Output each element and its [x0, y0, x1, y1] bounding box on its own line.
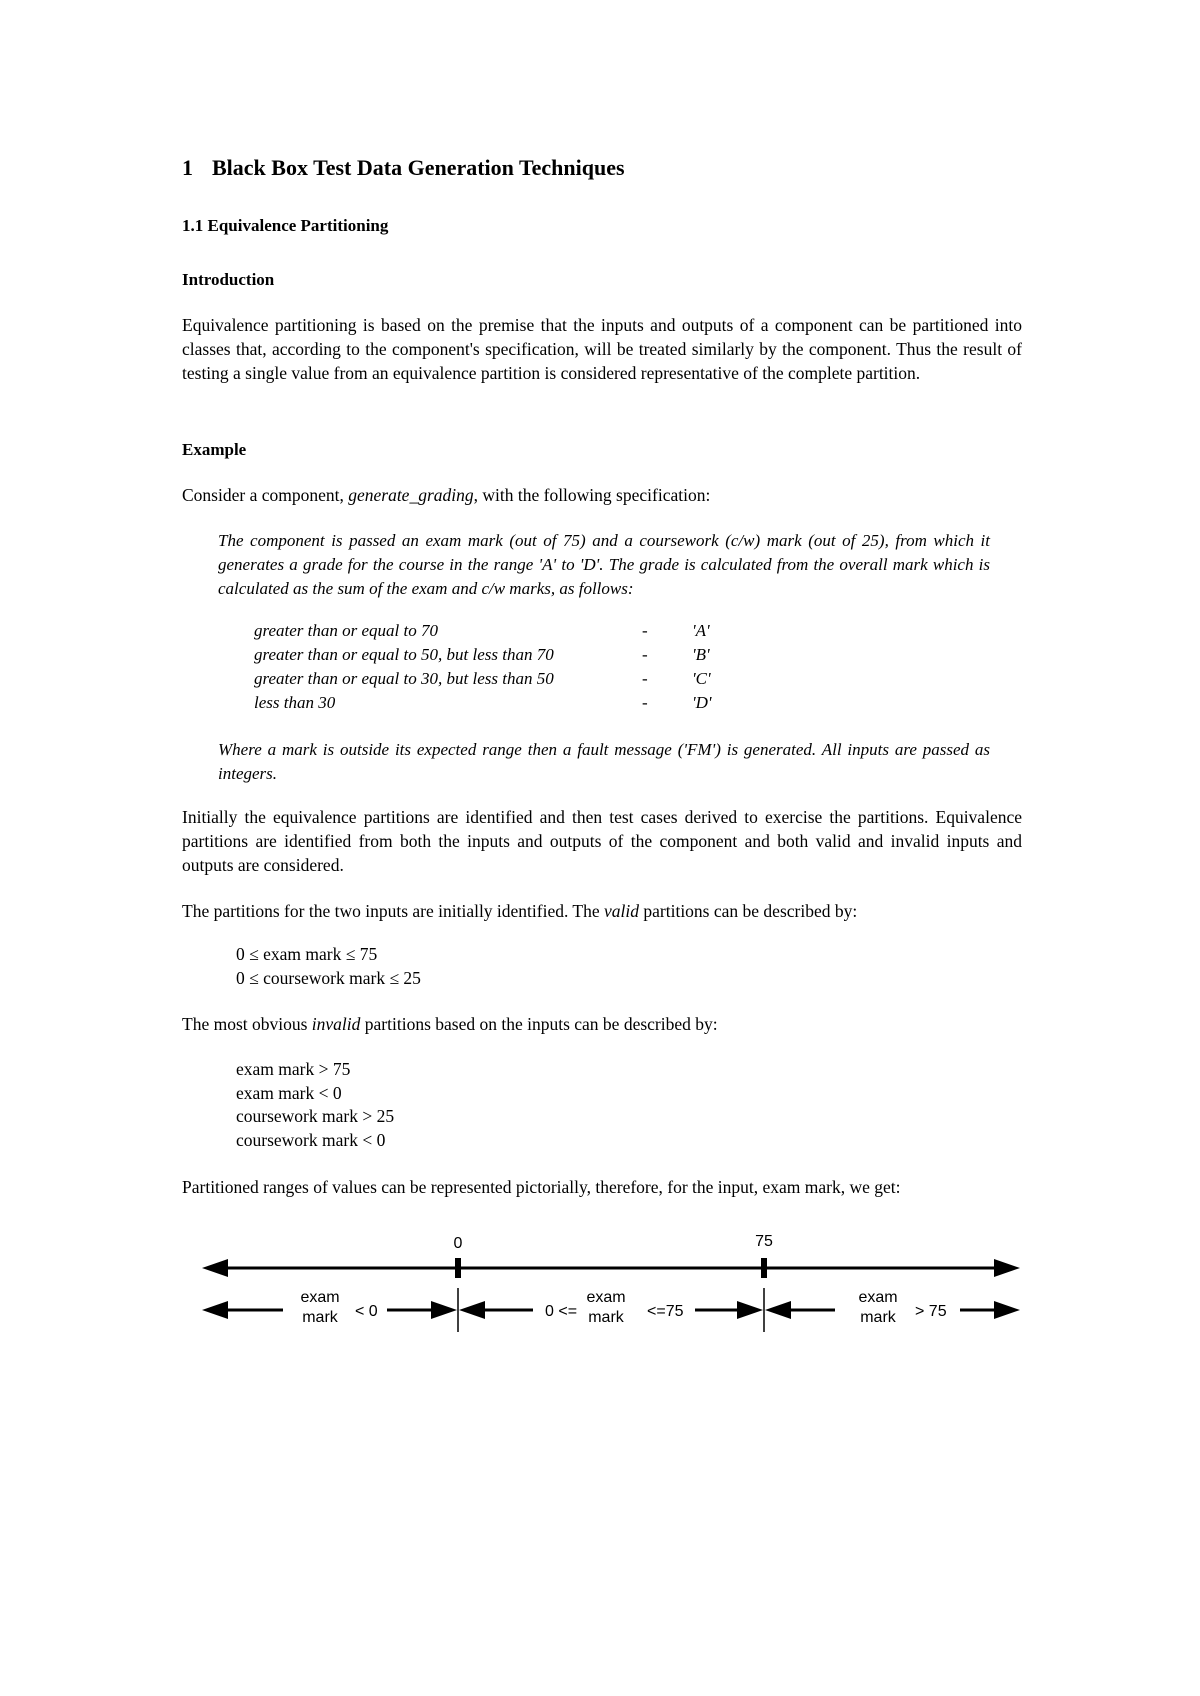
- middle-partition-label: mark: [588, 1309, 624, 1326]
- grade-dash: -: [642, 645, 648, 664]
- grade-condition: greater than or equal to 50, but less than 70: [254, 645, 554, 664]
- grade-row: [254, 693, 712, 713]
- right-partition-arrowhead-right: [994, 1301, 1020, 1319]
- section-number: 1: [182, 155, 193, 180]
- left-partition-label: exam: [300, 1289, 340, 1306]
- grade-condition: greater than or equal to 30, but less than 50: [254, 669, 554, 688]
- grade-row: [254, 621, 710, 641]
- left-partition-arrowhead-left: [202, 1301, 228, 1319]
- component-name: generate_grading: [348, 485, 474, 505]
- consider-paragraph: [182, 483, 1022, 507]
- section-title: Black Box Test Data Generation Techniques: [212, 155, 625, 180]
- middle-partition-arrowhead-left: [459, 1301, 485, 1319]
- grade-value: 'D': [692, 693, 712, 712]
- grade-value: 'A': [692, 621, 710, 640]
- grade-value: 'C': [692, 669, 711, 688]
- left-partition-arrowhead-right: [431, 1301, 457, 1319]
- right-partition-label: exam: [858, 1289, 898, 1306]
- list-item: exam mark > 75: [236, 1059, 351, 1079]
- list-item: coursework mark > 25: [236, 1106, 395, 1126]
- specification-text: The component is passed an exam mark (out of 75) and a coursework (c/w) mark (out of 25), from which it generates a grade for the course in the range 'A' to 'D'. The grade is calculated from the overall mark which is calculated as the sum of the exam and c/w marks, as follows:: [218, 531, 990, 598]
- example-heading: Example: [182, 440, 247, 459]
- partition-diagram: [0, 1220, 1200, 1350]
- left-partition-operator: < 0: [355, 1303, 378, 1320]
- middle-partition-arrowhead-right: [737, 1301, 763, 1319]
- middle-partition-prefix: 0 <=: [545, 1303, 578, 1320]
- list-item: exam mark < 0: [236, 1082, 342, 1103]
- invalid-partitions-intro: [182, 1012, 1022, 1036]
- section-heading: [182, 155, 625, 181]
- invalid-partitions-list: [236, 1058, 394, 1152]
- consider-text-start: Consider a component,: [182, 485, 349, 505]
- grade-dash: -: [642, 621, 648, 640]
- grade-condition: less than 30: [254, 693, 336, 712]
- tick-zero-label: 0: [453, 1235, 463, 1252]
- invalid-text-start: The most obvious: [182, 1014, 312, 1034]
- grade-dash: -: [642, 693, 648, 712]
- fault-message-text: Where a mark is outside its expected range then a fault message ('FM') is generated. All inputs are passed as integers.: [218, 740, 990, 783]
- grade-condition: greater than or equal to 70: [254, 621, 438, 640]
- tick-75-mark: [761, 1258, 767, 1278]
- pictorial-paragraph: Partitioned ranges of values can be represented pictorially, therefore, for the input, exam mark, we get:: [182, 1177, 901, 1197]
- valid-partitions-intro: [182, 899, 1022, 923]
- tick-75-label: 75: [755, 1233, 773, 1250]
- axis-right-arrowhead: [994, 1259, 1020, 1277]
- tick-zero-mark: [455, 1258, 461, 1278]
- list-item: 0 ≤ coursework mark ≤ 25: [236, 967, 421, 988]
- grade-dash: -: [642, 669, 648, 688]
- left-partition-label: mark: [302, 1309, 338, 1326]
- valid-text-start: The partitions for the two inputs are initially identified. The: [182, 901, 605, 921]
- invalid-word: invalid: [311, 1014, 361, 1034]
- right-partition-operator: > 75: [915, 1303, 947, 1320]
- middle-partition-operator: <=75: [647, 1303, 684, 1320]
- consider-text-end: , with the following specification:: [473, 485, 711, 505]
- valid-partitions-list: [236, 943, 421, 990]
- valid-text-end: partitions can be described by:: [639, 901, 858, 921]
- partitions-intro-paragraph: Initially the equivalence partitions are identified and then test cases derived to exercise the partitions. Equivalence partitions are identified from both the inputs and outputs of the component and both valid and invalid inputs and outputs are considered.: [182, 807, 1022, 875]
- grade-value: 'B': [692, 645, 710, 664]
- grade-row: [254, 669, 711, 689]
- valid-word: valid: [604, 901, 640, 921]
- list-item: 0 ≤ exam mark ≤ 75: [236, 944, 378, 964]
- grade-row: [254, 645, 710, 665]
- intro-heading: Introduction: [182, 270, 275, 289]
- intro-paragraph: Equivalence partitioning is based on the premise that the inputs and outputs of a component can be partitioned into classes that, according to the component's specification, will be treated similarly by the component. Thus the result of testing a single value from an equivalence partition is considered representative of the complete partition.: [182, 315, 1022, 383]
- list-item: coursework mark < 0: [236, 1129, 386, 1150]
- subsection-heading: 1.1 Equivalence Partitioning: [182, 216, 389, 235]
- right-partition-arrowhead-left: [765, 1301, 791, 1319]
- invalid-text-end: partitions based on the inputs can be described by:: [360, 1014, 718, 1034]
- right-partition-label: mark: [860, 1309, 896, 1326]
- middle-partition-label: exam: [586, 1289, 626, 1306]
- axis-left-arrowhead: [202, 1259, 228, 1277]
